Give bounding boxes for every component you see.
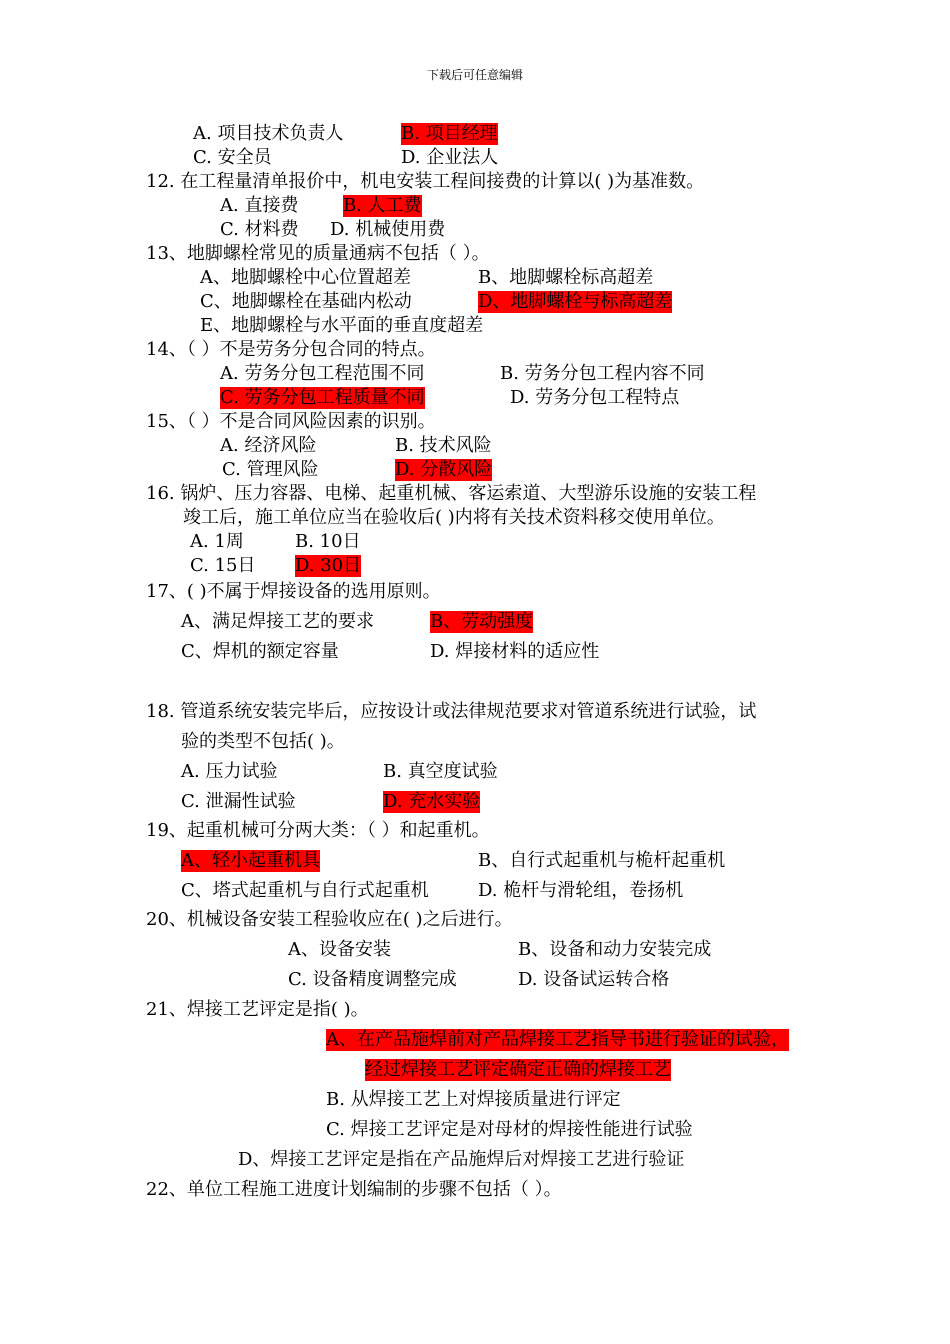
option-text: A. 劳务分包工程范围不同 bbox=[220, 363, 425, 384]
answer-highlight: D. 充水实验 bbox=[383, 791, 481, 812]
question-text: 12. 在工程量清单报价中，机电安装工程间接费的计算以( )为基准数。 bbox=[146, 171, 705, 192]
option-text: D. 机械使用费 bbox=[330, 219, 446, 240]
question-text: 19、起重机械可分两大类：（ ）和起重机。 bbox=[146, 820, 490, 841]
option-text: D. 焊接材料的适应性 bbox=[430, 641, 600, 662]
option-text: C. 设备精度调整完成 bbox=[288, 969, 457, 990]
option-text: A. 压力试验 bbox=[181, 761, 278, 782]
option-text: B. 真空度试验 bbox=[383, 761, 498, 782]
option-text: A. 项目技术负责人 bbox=[193, 123, 344, 144]
option-text: B、设备和动力安装完成 bbox=[518, 939, 712, 960]
option-text: C. 15日 bbox=[190, 555, 256, 576]
answer-highlight: A、轻小起重机具 bbox=[181, 850, 320, 871]
question-text: 21、焊接工艺评定是指( )。 bbox=[146, 999, 369, 1020]
option-text: A、满足焊接工艺的要求 bbox=[181, 611, 374, 632]
option-text: B. 劳务分包工程内容不同 bbox=[500, 363, 705, 384]
answer-highlight: 经过焊接工艺评定确定正确的焊接工艺 bbox=[365, 1059, 671, 1080]
question-text: 15、（ ）不是合同风险因素的识别。 bbox=[146, 411, 436, 432]
option-text: C. 材料费 bbox=[220, 219, 299, 240]
answer-highlight: D. 30日 bbox=[295, 555, 362, 576]
option-text: A. 经济风险 bbox=[220, 435, 317, 456]
answer-highlight: B. 项目经理 bbox=[401, 123, 498, 144]
answer-highlight: A、在产品施焊前对产品焊接工艺指导书进行验证的试验， bbox=[326, 1029, 789, 1050]
question-text: 16. 锅炉、压力容器、电梯、起重机械、客运索道、大型游乐设施的安装工程 bbox=[146, 483, 757, 504]
option-text: E、地脚螺栓与水平面的垂直度超差 bbox=[200, 315, 484, 336]
option-text: D. 劳务分包工程特点 bbox=[510, 387, 680, 408]
option-text: B. 技术风险 bbox=[395, 435, 492, 456]
option-text: B、地脚螺栓标高超差 bbox=[478, 267, 654, 288]
option-text: C、焊机的额定容量 bbox=[181, 641, 339, 662]
question-text: 22、单位工程施工进度计划编制的步骤不包括（ ）。 bbox=[146, 1179, 562, 1200]
option-text: C. 焊接工艺评定是对母材的焊接性能进行试验 bbox=[326, 1119, 693, 1140]
question-text: 14、（ ）不是劳务分包合同的特点。 bbox=[146, 339, 436, 360]
option-text: C. 管理风险 bbox=[222, 459, 319, 480]
question-text: 17、( )不属于焊接设备的选用原则。 bbox=[146, 581, 441, 602]
option-text: B、自行式起重机与桅杆起重机 bbox=[478, 850, 726, 871]
option-text: A. 直接费 bbox=[220, 195, 299, 216]
option-text: C、塔式起重机与自行式起重机 bbox=[181, 880, 429, 901]
option-text: D. 企业法人 bbox=[401, 147, 499, 168]
option-text: A、设备安装 bbox=[288, 939, 391, 960]
option-text: A、地脚螺栓中心位置超差 bbox=[200, 267, 411, 288]
answer-highlight: C. 劳务分包工程质量不同 bbox=[220, 387, 425, 408]
option-text: B. 从焊接工艺上对焊接质量进行评定 bbox=[326, 1089, 621, 1110]
option-text: D. 设备试运转合格 bbox=[518, 969, 670, 990]
question-text: 18. 管道系统安装完毕后，应按设计或法律规范要求对管道系统进行试验，试 bbox=[146, 701, 757, 722]
option-text: D、焊接工艺评定是指在产品施焊后对焊接工艺进行验证 bbox=[238, 1149, 685, 1170]
option-text: C. 泄漏性试验 bbox=[181, 791, 296, 812]
option-text: A. 1周 bbox=[190, 531, 244, 552]
page-header: 下载后可任意编辑 bbox=[426, 68, 523, 82]
answer-highlight: B、劳动强度 bbox=[430, 611, 534, 632]
option-text: D. 桅杆与滑轮组，卷扬机 bbox=[478, 880, 684, 901]
question-text: 竣工后，施工单位应当在验收后( )内将有关技术资料移交使用单位。 bbox=[183, 507, 725, 528]
question-text: 13、地脚螺栓常见的质量通病不包括（ ）。 bbox=[146, 243, 490, 264]
question-text: 20、机械设备安装工程验收应在( )之后进行。 bbox=[146, 909, 513, 930]
answer-highlight: D. 分散风险 bbox=[395, 459, 493, 480]
answer-highlight: B. 人工费 bbox=[343, 195, 422, 216]
question-text: 验的类型不包括( )。 bbox=[181, 731, 345, 752]
answer-highlight: D、地脚螺栓与标高超差 bbox=[478, 291, 673, 312]
option-text: C. 安全员 bbox=[193, 147, 272, 168]
option-text: B. 10日 bbox=[295, 531, 361, 552]
option-text: C、地脚螺栓在基础内松动 bbox=[200, 291, 412, 312]
